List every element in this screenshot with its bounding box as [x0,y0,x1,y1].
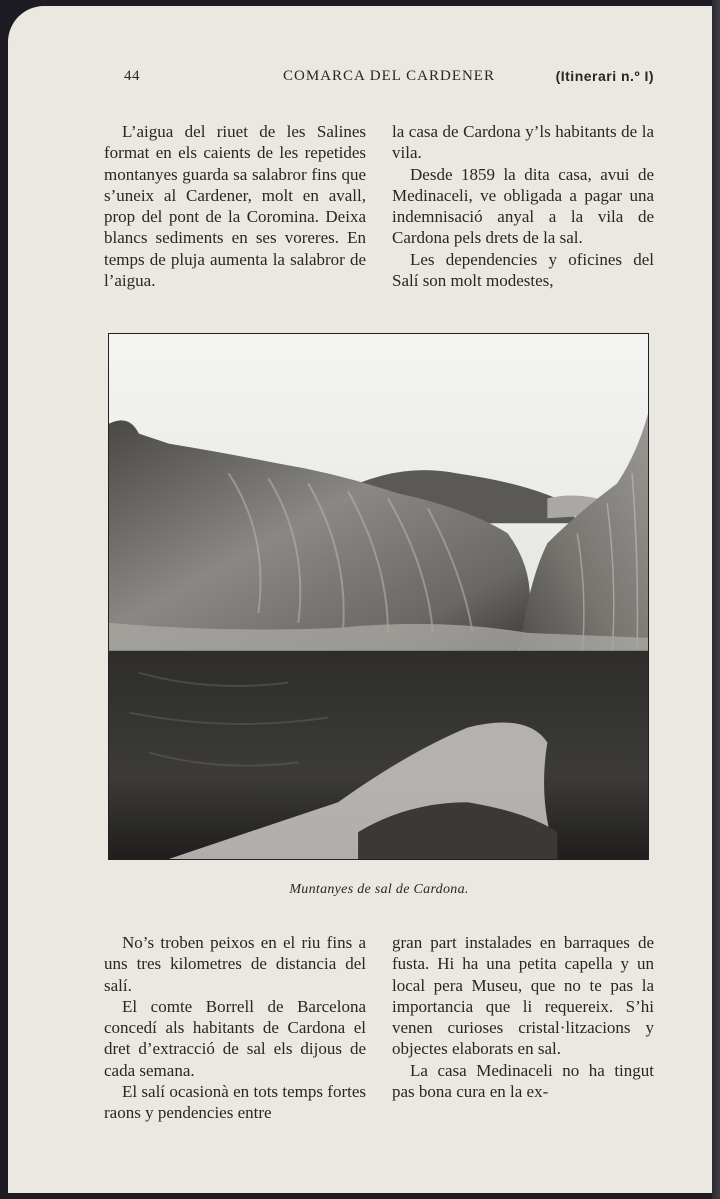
page-number: 44 [124,68,140,84]
paragraph: L’aigua del riuet de les Salines format en els caients de les repetides montanyes guarda sa salabror fins que s’uneix al Cardener, molt en avall, prop del pont de la Coromina. Deixa blancs sediments en ses voreres. En temps de pluja aumenta la salabror de l’aigua. [104,122,366,291]
column-bottom-right [392,932,654,1102]
column-bottom-left [104,932,366,1124]
itinerary-label: (Itinerari n.º I) [555,68,654,84]
column-top-left [104,121,366,291]
paragraph: No’s troben peixos en el riu fins a uns tres kilometres de distancia del salí. [104,933,366,995]
paragraph: gran part instalades en barraques de fusta. Hi ha una petita capella y un local pera Museu, que no te pas la importancia que li requereix. S’hi venen curioses cristal·litzacions y objectes elaborats en sal. [392,933,654,1059]
column-top-right [392,121,654,291]
paragraph: Les dependencies y oficines del Salí son molt modestes, [392,249,654,291]
photo-caption: Muntanyes de sal de Cardona. [289,882,469,897]
photo-illustration [109,334,648,859]
running-header [124,68,654,94]
paragraph: La casa Medinaceli no ha tingut pas bona cura en la ex- [392,1060,654,1102]
running-title: COMARCA DEL CARDENER [283,68,495,84]
book-page [8,6,712,1193]
paragraph: Desde 1859 la dita casa, avui de Medinaceli, ve obligada a pagar una indemnisació anyal a la vila de Cardona pels drets de la sal. [392,164,654,248]
paragraph: El salí ocasionà en tots temps fortes raons y pendencies entre [104,1082,366,1123]
page-edge-shadow [712,0,720,1199]
salt-mountains-photo [108,333,649,860]
paragraph: la casa de Cardona y’ls habitants de la vila. [392,122,654,163]
paragraph: El comte Borrell de Barcelona concedí als habitants de Cardona el dret d’extracció de sal els dijous de cada semana. [104,996,366,1080]
